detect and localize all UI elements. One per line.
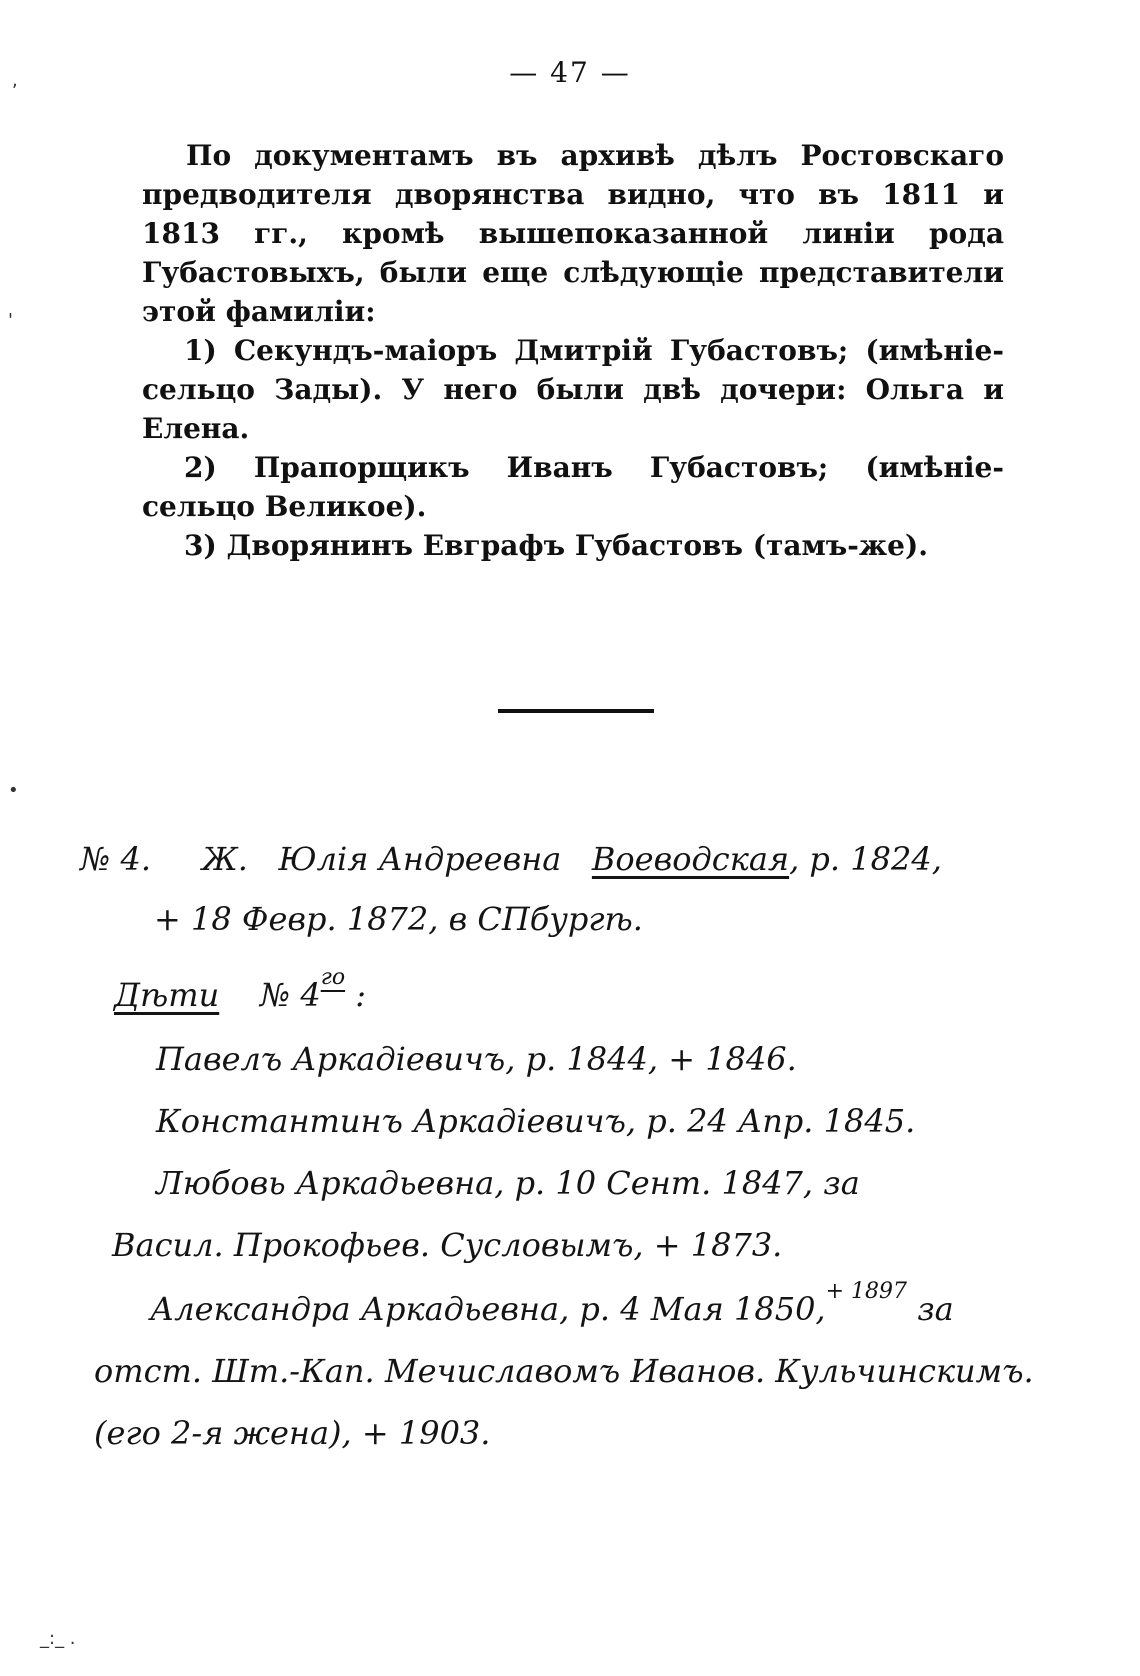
entry-birth: , р. 1824,	[789, 840, 942, 878]
children-number: № 4	[259, 976, 321, 1014]
printed-paragraph-item-1: 1) Секундъ-маіоръ Дмитрій Губастовъ; (имѣніе-сельцо Зады). У него были двѣ дочери: Ольга и Елена.	[142, 334, 1004, 445]
children-colon: :	[355, 976, 367, 1014]
entry-prefix: Ж.	[201, 840, 248, 878]
children-label: Дѣти	[114, 976, 220, 1014]
child-entry-spouse-prefix: за	[917, 1290, 954, 1328]
printed-paragraph-intro: По документамъ въ архивѣ дѣлъ Ростовскаго предводителя дворянства видно, что въ 1811 и 1813 гг., кромѣ вышепоказанной линіи рода Губастовыхъ, были еще слѣдующіе представители этой фамиліи:	[142, 139, 1004, 328]
child-entry-main: Александра Аркадьевна, р. 4 Мая 1850,	[150, 1290, 826, 1328]
children-number-suffix: го	[320, 965, 346, 990]
printed-text-block	[142, 136, 1004, 565]
margin-mark: _:_ .	[40, 1628, 76, 1649]
margin-mark: •	[8, 780, 19, 801]
children-heading	[114, 965, 367, 1014]
child-entry-continued: Васил. Прокофьев. Сусловымъ, + 1873.	[112, 1226, 783, 1264]
child-entry: Павелъ Аркадіевичъ, р. 1844, + 1846.	[156, 1040, 797, 1078]
entry-surname: Воеводская	[591, 840, 790, 878]
entry-number: № 4.	[80, 840, 151, 878]
margin-mark: '	[8, 310, 13, 331]
child-entry-death-note: + 1897	[825, 1279, 908, 1304]
child-entry-continued: (его 2-я жена), + 1903.	[94, 1414, 491, 1452]
printed-paragraph-item-3: 3) Дворянинъ Евграфъ Губастовъ (тамъ-же).	[184, 529, 928, 562]
child-entry: Любовь Аркадьевна, р. 10 Сент. 1847, за	[156, 1164, 860, 1202]
margin-mark: ,	[12, 70, 18, 91]
handwritten-death-line: + 18 Февр. 1872, в СПбургѣ.	[154, 900, 643, 938]
page-number: — 47 —	[509, 56, 631, 89]
entry-name: Юлія Андреевна	[278, 840, 562, 878]
printed-paragraph-item-2: 2) Прапорщикъ Иванъ Губастовъ; (имѣніе-сельцо Великое).	[142, 451, 1004, 523]
child-entry: Константинъ Аркадіевичъ, р. 24 Апр. 1845.	[156, 1102, 916, 1140]
handwritten-entry-line	[80, 840, 942, 878]
section-divider	[498, 709, 654, 713]
child-entry-continued: отст. Шт.-Кап. Мечиславомъ Иванов. Кульчинскимъ.	[94, 1352, 1034, 1390]
child-entry	[150, 1279, 954, 1328]
